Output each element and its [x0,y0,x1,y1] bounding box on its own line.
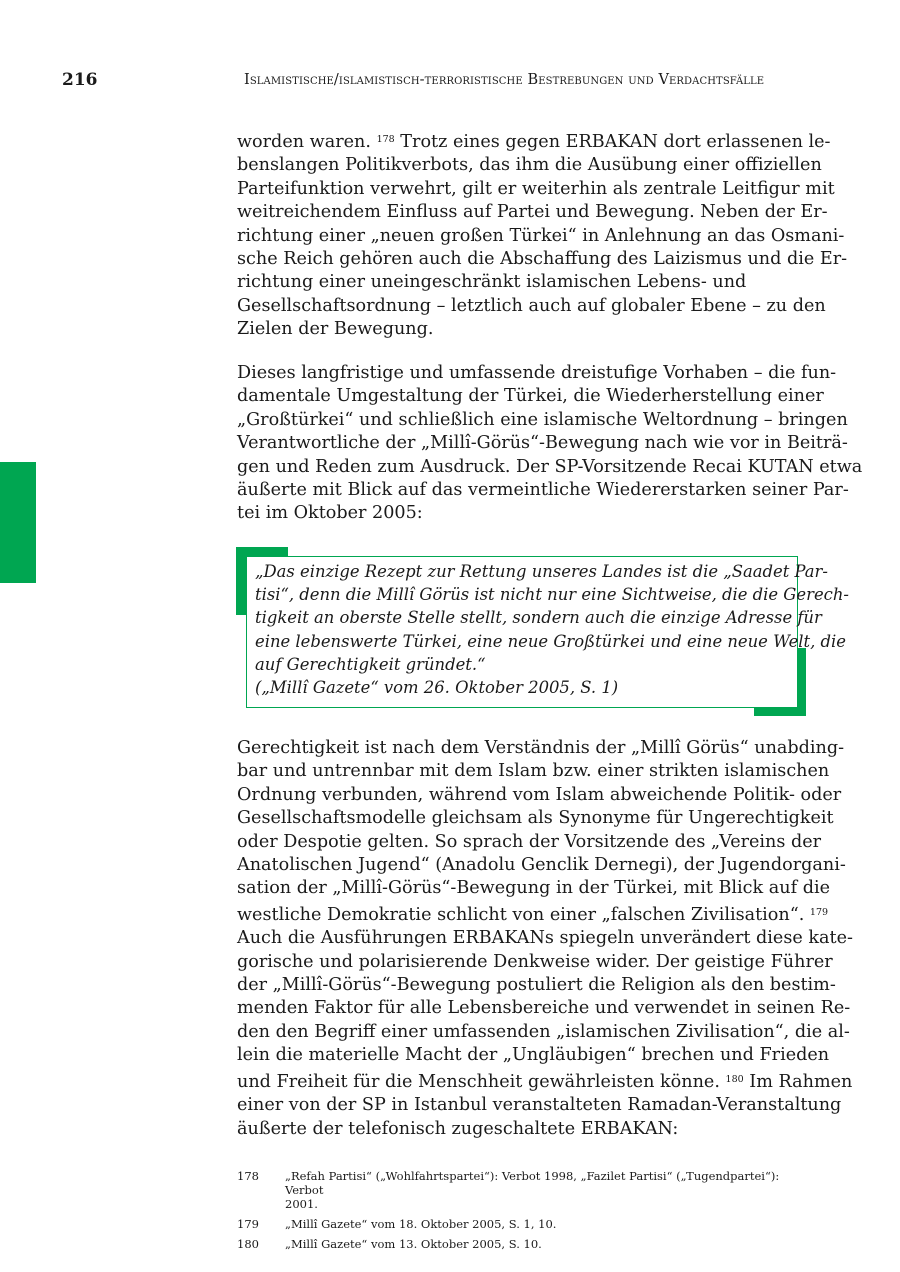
text-line: äußerte der telefonisch zugeschaltete ERBAKAN: [237,1118,679,1139]
text-line: Verantwortliche der „Millî-Görüs“-Bewegung nach wie vor in Beiträ- [237,433,848,454]
footnote-179 [237,1217,807,1231]
text-line: lein die materielle Macht der „Ungläubigen“ brechen und Frieden [237,1045,830,1066]
paragraph-1 [237,128,848,342]
text-line: äußerte mit Blick auf das vermeintliche Wiedererstarken seiner Par- [237,480,849,501]
page-number: 216 [62,70,98,90]
text-line: damentale Umgestaltung der Türkei, die Wiederherstellung einer [237,386,824,407]
footnote-178 [237,1169,807,1211]
section-tab-marker [0,462,36,583]
text-line: einer von der SP in Istanbul veranstalteten Ramadan-Veranstaltung [237,1095,842,1116]
footnote-number: 179 [237,1217,259,1231]
text-line: „Großtürkei“ und schließlich eine islamische Weltordnung – bringen [237,409,848,430]
text-line: der „Millî-Görüs“-Bewegung postuliert die Religion als den bestim- [237,975,836,996]
footnote-ref-179[interactable]: 179 [809,906,829,918]
text-line: sche Reich gehören auch die Abschaffung des Laizismus und die Er- [237,249,848,270]
text-line: benslangen Politikverbots, das ihm die Ausübung einer offiziellen [237,155,822,176]
text-line: Zielen der Bewegung. [237,319,434,340]
text-line: Anatolischen Jugend“ (Anadolu Genclik Dernegi), der Jugendorgani- [237,855,846,876]
text-line: oder Despotie gelten. So sprach der Vorsitzende des „Vereins der [237,831,822,852]
text-line: Ordnung verbunden, während vom Islam abweichende Politik- oder [237,784,842,805]
paragraph-3 [237,737,853,1141]
footnote-text: „Millî Gazete“ vom 13. Oktober 2005, S. 10. [285,1237,542,1251]
quote-line: eine lebenswerte Türkei, eine neue Großtürkei und eine neue Welt, die [255,631,846,651]
text-line: bar und untrennbar mit dem Islam bzw. einer strikten islamischen [237,761,830,782]
text-line: Gerechtigkeit ist nach dem Verständnis der „Millî Görüs“ unabding- [237,738,845,758]
footnotes [237,1169,807,1251]
quote-line: tigkeit an oberste Stelle stellt, sondern auch die einzige Adresse für [255,608,822,628]
quote-source: („Millî Gazete“ vom 26. Oktober 2005, S. 1) [255,678,619,698]
footnote-180 [237,1237,807,1251]
text-line: gorische und polarisierende Denkweise wider. Der geistige Führer [237,951,833,972]
quote-text [255,560,849,699]
text-line: gen und Reden zum Ausdruck. Der SP-Vorsitzende Recai KUTAN etwa [237,456,863,477]
text-line: weitreichendem Einfluss auf Partei und Bewegung. Neben der Er- [237,202,828,223]
quote-line: auf Gerechtigkeit gründet.“ [255,654,486,674]
running-header: Islamistische/islamistisch-terroristische Bestrebungen und Verdachtsfälle [244,72,765,88]
text-line: tei im Oktober 2005: [237,503,423,524]
text-line: menden Faktor für alle Lebensbereiche und verwendet in seinen Re- [237,998,851,1019]
text-line: westliche Demokratie schlicht von einer „falschen Zivilisation“. $^{179}$ [237,904,829,925]
text-line: Parteifunktion verwehrt, gilt er weiterhin als zentrale Leitfigur mit [237,178,835,199]
text-line: sation der „Millî-Görüs“-Bewegung in der Türkei, mit Blick auf die [237,878,831,899]
text-line: Auch die Ausführungen ERBAKANs spiegeln unverändert diese kate- [237,928,853,949]
paragraph-2 [237,362,863,526]
text-line: Gesellschaftsordnung – letztlich auch auf globaler Ebene – zu den [237,295,826,316]
footnote-ref-178[interactable]: 178 [376,134,395,145]
text-line: und Freiheit für die Menschheit gewährleisten könne. $^{180}$ Im Rahmen [237,1071,853,1092]
text-line: richtung einer uneingeschränkt islamischen Lebens- und [237,272,747,293]
text-line: worden waren. $^{178}$ Trotz eines gegen ERBAKAN dort erlassenen le- [237,132,831,152]
footnote-text: „Refah Partisi“ („Wohlfahrtspartei“): Verbot 1998, „Fazilet Partisi“ („Tugendpartei“): Verbot 2001. [285,1169,780,1211]
footnote-text: „Millî Gazete“ vom 18. Oktober 2005, S. 1, 10. [285,1217,557,1231]
text-line: Dieses langfristige und umfassende dreistufige Vorhaben – die fun- [237,363,837,383]
footnote-ref-180[interactable]: 180 [725,1073,744,1085]
quote-line: tisi“, denn die Millî Görüs ist nicht nur eine Sichtweise, die die Gerech- [255,585,849,605]
text-line: den den Begriff einer umfassenden „islamischen Zivilisation“, die al- [237,1021,850,1042]
quote-line: „Das einzige Rezept zur Rettung unseres Landes ist die „Saadet Par- [255,562,828,581]
footnote-number: 178 [237,1169,259,1183]
text-line: richtung einer „neuen großen Türkei“ in Anlehnung an das Osmani- [237,225,845,246]
footnote-number: 180 [237,1237,259,1251]
text-line: Gesellschaftsmodelle gleichsam als Synonyme für Ungerechtigkeit [237,808,834,829]
